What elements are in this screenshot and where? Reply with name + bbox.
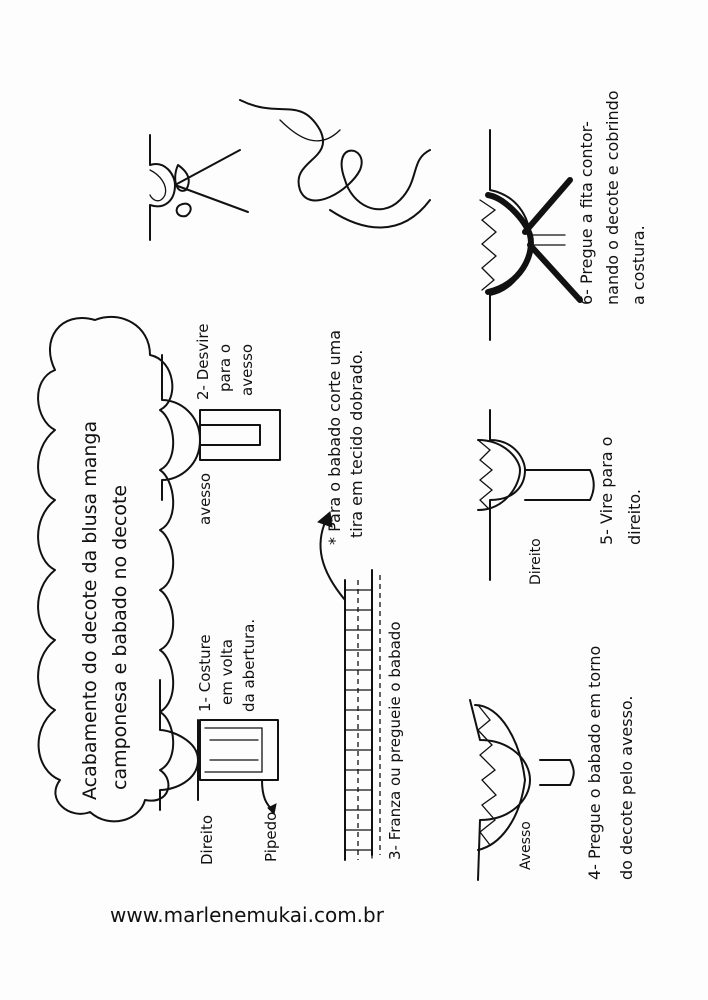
step-4-label: Avesso <box>518 821 534 870</box>
step-5-label: Direito <box>528 538 544 585</box>
signature <box>240 100 430 228</box>
step-1-text-c: da abertura. <box>240 618 258 712</box>
step-1-text-b: em volta <box>218 639 236 705</box>
step-6-line-2: nando o decote e cobrindo <box>603 90 622 305</box>
step-4-line-1: 4- Pregue o babado em torno <box>585 645 604 880</box>
step-2-label-back: avesso <box>196 472 214 525</box>
step-2-text-c: avesso <box>238 343 256 396</box>
step-5-line-2: direito. <box>625 489 644 545</box>
step-3-illustration <box>318 512 380 860</box>
step-6-line-1: 6- Pregue a fita contor- <box>577 121 596 305</box>
step-4-line-2: do decote pelo avesso. <box>617 695 636 880</box>
title-line-2: camponesa e babado no decote <box>109 484 131 790</box>
step-6-line-3: a costura. <box>629 225 648 305</box>
step-5-line-1: 5- Vire para o <box>597 436 616 545</box>
step-2-text-a: 2- Desvire <box>194 323 212 400</box>
note-line-2: tira em tecido dobrado. <box>347 349 366 538</box>
step-1-label-right: Direito <box>198 814 216 865</box>
title-cloud <box>38 317 173 821</box>
step-2-text-b: para o <box>216 343 234 392</box>
note-line-1: * Para o babado corte uma <box>325 329 344 545</box>
title-line-1: Acabamento do decote da blusa manga <box>79 420 101 800</box>
bow-illustration-small <box>150 135 248 240</box>
step-3-text: 3- Franza ou pregueie o babado <box>386 621 404 860</box>
step-1-text-a: 1- Costure <box>196 634 214 712</box>
footer-url: www.marlenemukai.com.br <box>110 903 384 927</box>
step-6-illustration <box>480 130 580 340</box>
step-1-label-piping: Pipedo <box>262 811 280 862</box>
